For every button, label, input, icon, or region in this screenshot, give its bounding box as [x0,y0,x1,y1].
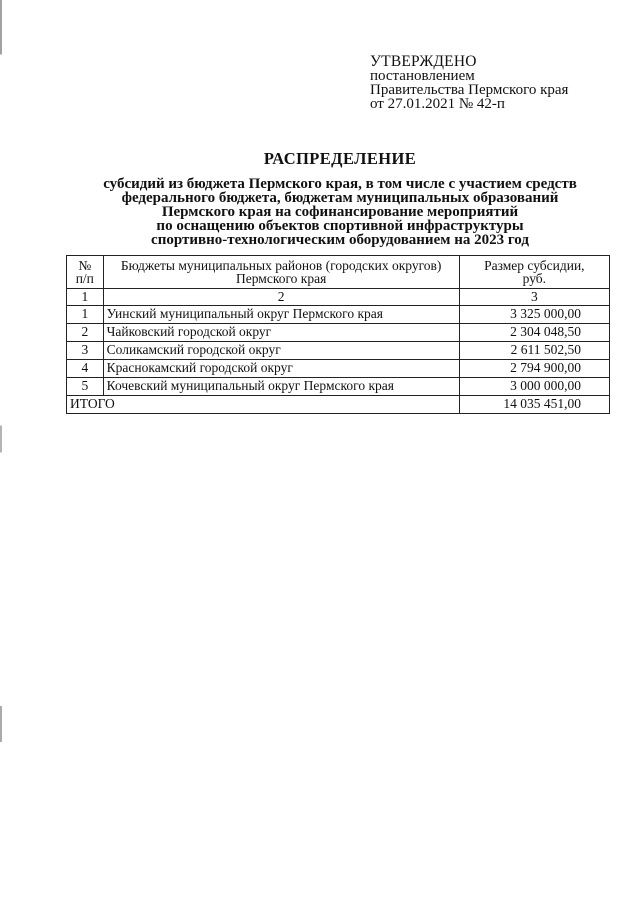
row-number: 3 [67,342,104,360]
column-number: 2 [103,289,459,306]
table-row [67,378,610,396]
table-row [67,342,610,360]
header-number [67,256,104,289]
subtitle-line: федерального бюджета, бюджетам муниципальных образований [121,190,559,206]
row-amount: 2 794 900,00 [459,360,609,378]
header-text: Размер субсидии, [484,258,585,273]
document-title [60,149,620,247]
approval-line: от 27.01.2021 № 42-п [370,96,505,112]
column-number: 3 [459,289,609,306]
row-name: Кочевский муниципальный округ Пермского края [103,378,459,396]
row-name: Уинский муниципальный округ Пермского края [103,306,459,324]
table-row [67,324,610,342]
header-text: Пермского края [236,271,327,286]
table-header-row [67,256,610,289]
title-main: РАСПРЕДЕЛЕНИЕ [263,149,417,168]
header-budget [103,256,459,289]
row-amount: 2 304 048,50 [459,324,609,342]
table-row [67,360,610,378]
total-label: ИТОГО [67,396,460,414]
total-row [67,396,610,414]
header-amount [459,256,609,289]
row-number: 5 [67,378,104,396]
scan-edge [0,0,2,905]
row-number: 4 [67,360,104,378]
subtitle-line: по оснащению объектов спортивной инфраструктуры [156,218,524,234]
column-number-row [67,289,610,306]
row-name: Соликамский городской округ [103,342,459,360]
row-amount: 3 325 000,00 [459,306,609,324]
row-amount: 3 000 000,00 [459,378,609,396]
subtitle-line: спортивно-технологическим оборудованием на 2023 год [151,232,529,248]
title-subtitle [60,177,620,247]
approval-line: Правительства Пермского края [370,82,569,98]
header-text: № [78,258,92,273]
table-row [67,306,610,324]
subtitle-line: Пермского края на софинансирование мероприятий [161,204,519,220]
row-name: Чайковский городской округ [103,324,459,342]
distribution-table [66,255,610,414]
header-text: руб. [522,271,547,286]
total-amount: 14 035 451,00 [459,396,609,414]
header-text: Бюджеты муниципальных районов (городских округов) [120,258,442,273]
subtitle-line: субсидий из бюджета Пермского края, в том числе с участием средств [103,176,577,192]
column-number: 1 [67,289,104,306]
header-text: п/п [75,271,94,286]
approval-line: постановлением [370,68,475,84]
row-number: 1 [67,306,104,324]
row-name: Краснокамский городской округ [103,360,459,378]
approval-heading: УТВЕРЖДЕНО [370,53,477,70]
row-amount: 2 611 502,50 [459,342,609,360]
row-number: 2 [67,324,104,342]
approval-stamp [370,55,568,111]
